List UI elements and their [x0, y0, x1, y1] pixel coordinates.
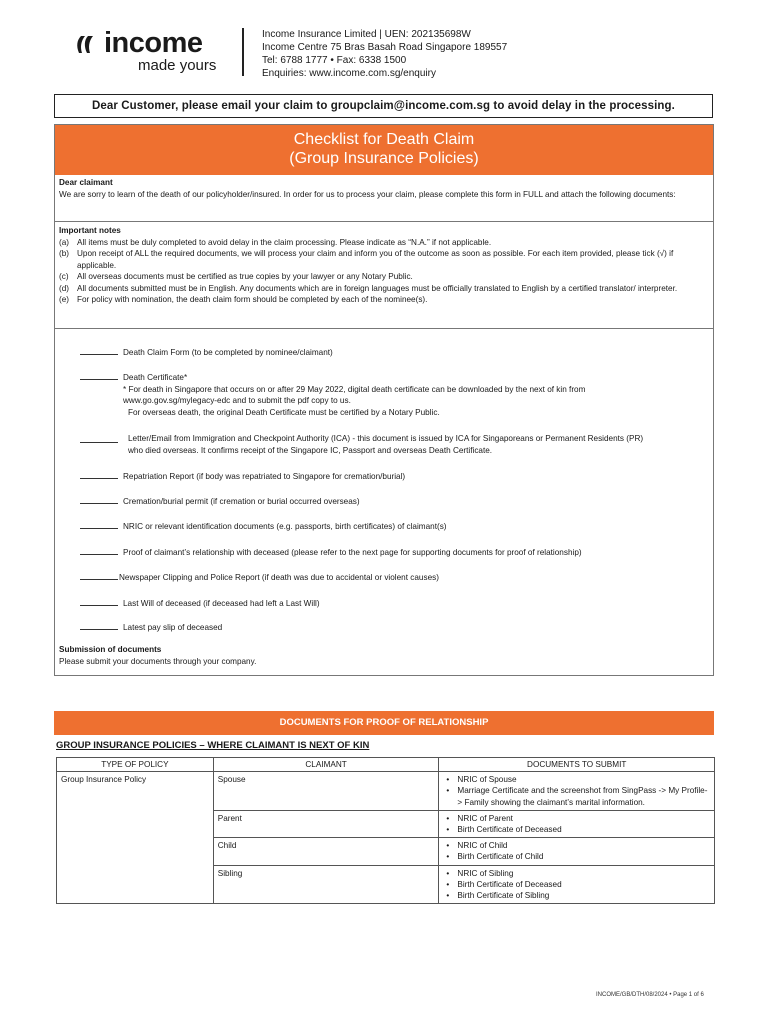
company-line: Tel: 6788 1777 • Fax: 6338 1500: [262, 55, 407, 66]
column-header: CLAIMANT: [213, 758, 439, 772]
note-item: (e) For policy with nomination, the death claim form should be completed by each of the nominee(s).: [59, 295, 428, 304]
document-bullet: • NRIC of Sibling: [443, 868, 710, 879]
document-bullet: • NRIC of Parent: [443, 813, 710, 824]
tick-blank[interactable]: [80, 496, 118, 504]
checklist-item-death-certificate[interactable]: Death Certificate* * For death in Singapore that occurs on or after 29 May 2022, digital death certificate can be downloaded by the next of kin from www.go.gov.sg/mylegacy-edc and to submit the pdf copy to us. For overseas death, the original Death Certificate must be certified by a Notary Public.: [80, 372, 690, 418]
documents-cell: [439, 865, 715, 904]
checklist-item-ica-letter[interactable]: Letter/Email from Immigration and Checkpoint Authority (ICA) - this document is issued by ICA for Singaporeans or Permanent Residents (PR) who died overseas. It confirms receipt of the Singapore IC, Passport and overseas Death Certificate.: [80, 433, 690, 456]
note-item: (b) Upon receipt of ALL the required documents, we will process your claim and inform you of the outcome as soon as possible. For each item provided, please tick (√) if applicable.: [59, 249, 674, 270]
page-footer: INCOME/GB/DTH/08/2024 • Page 1 of 6: [596, 992, 704, 998]
death-cert-overseas-note: For overseas death, the original Death Certificate must be certified by a Notary Public.: [128, 407, 440, 417]
intro-heading: Dear claimant: [59, 178, 113, 187]
intro-text: We are sorry to learn of the death of our policyholder/insured. In order for us to process your claim, please complete this form in FULL and attach the following documents:: [59, 189, 676, 199]
table-header-row: [57, 758, 715, 772]
claimant-cell: Spouse: [213, 772, 439, 811]
checklist-item-repatriation[interactable]: Repatriation Report (if body was repatriated to Singapore for cremation/burial): [80, 471, 690, 483]
company-info: [262, 28, 522, 80]
header-divider: [242, 28, 244, 76]
tick-blank[interactable]: [80, 435, 118, 443]
income-logo-mark-icon: [72, 34, 100, 56]
company-line: Income Centre 75 Bras Basah Road Singapore 189557: [262, 42, 508, 53]
tick-blank[interactable]: [80, 547, 118, 555]
document-bullet: • Birth Certificate of Child: [443, 851, 710, 862]
divider: [55, 328, 713, 329]
note-item: (c) All overseas documents must be certified as true copies by your lawyer or any Notary Public.: [59, 272, 413, 281]
submission-heading: Submission of documents: [59, 645, 162, 654]
claimant-cell: Child: [213, 838, 439, 865]
documents-cell: [439, 810, 715, 837]
documents-cell: [439, 838, 715, 865]
document-bullet: • Birth Certificate of Sibling: [443, 890, 710, 901]
death-cert-note: * For death in Singapore that occurs on or after 29 May 2022, digital death certificate can be downloaded by the next of kin from www.go.gov.sg/mylegacy-edc and to submit the pdf copy to us.: [123, 384, 586, 405]
tick-blank[interactable]: [80, 622, 118, 630]
company-line: Enquiries: www.income.com.sg/enquiry: [262, 68, 436, 79]
column-header: DOCUMENTS TO SUBMIT: [439, 758, 715, 772]
income-logo: [72, 27, 232, 78]
important-notes-heading: Important notes: [59, 226, 121, 235]
submission-text: Please submit your documents through your company.: [59, 656, 257, 666]
page-subtitle: (Group Insurance Policies): [289, 150, 479, 167]
column-header: TYPE OF POLICY: [57, 758, 214, 772]
company-line: Income Insurance Limited | UEN: 202135698W: [262, 29, 471, 40]
table-row: [57, 772, 715, 811]
relationship-title-bar: DOCUMENTS FOR PROOF OF RELATIONSHIP: [54, 711, 714, 735]
relationship-heading: GROUP INSURANCE POLICIES – WHERE CLAIMANT IS NEXT OF KIN: [56, 740, 370, 751]
checklist-item-cremation[interactable]: Cremation/burial permit (if cremation or burial occurred overseas): [80, 496, 690, 508]
tick-blank[interactable]: [80, 521, 118, 529]
note-item: (d) All documents submitted must be in English. Any documents which are in foreign languages must be officially translated to English by a certified translator/ interpreter.: [59, 283, 678, 293]
claimant-cell: Sibling: [213, 865, 439, 904]
checklist-box: [54, 124, 714, 676]
policy-type-cell: Group Insurance Policy: [57, 772, 214, 904]
intro-section: [59, 177, 709, 200]
page-title: Checklist for Death Claim: [293, 131, 475, 148]
checklist-item-nric[interactable]: NRIC or relevant identification documents (e.g. passports, birth certificates) of claimant(s): [80, 521, 690, 533]
claimant-cell: Parent: [213, 810, 439, 837]
tick-blank[interactable]: [80, 372, 118, 380]
documents-cell: [439, 772, 715, 811]
document-bullet: • Birth Certificate of Deceased: [443, 879, 710, 890]
checklist-item-newspaper[interactable]: Newspaper Clipping and Police Report (if death was due to accidental or violent causes): [80, 572, 690, 584]
tick-blank[interactable]: [80, 572, 118, 580]
important-notes-section: [59, 225, 709, 306]
document-bullet: • Birth Certificate of Deceased: [443, 824, 710, 835]
checklist-item-payslip[interactable]: Latest pay slip of deceased: [80, 622, 690, 634]
checklist-title-bar: [55, 125, 713, 175]
tick-blank[interactable]: [80, 347, 118, 355]
document-bullet: • Marriage Certificate and the screenshot from SingPass -> My Profile-> Family showing the claimant’s marital information.: [443, 785, 710, 807]
document-bullet: • NRIC of Child: [443, 840, 710, 851]
document-bullet: • NRIC of Spouse: [443, 774, 710, 785]
checklist-item-last-will[interactable]: Last Will of deceased (if deceased had left a Last Will): [80, 598, 690, 610]
checklist-item-proof-relationship[interactable]: Proof of claimant’s relationship with deceased (please refer to the next page for supporting documents for proof of relationship): [80, 547, 690, 559]
divider: [55, 221, 713, 222]
logo-wordmark: income: [104, 27, 203, 59]
tick-blank[interactable]: [80, 471, 118, 479]
logo-tagline: made yours: [138, 57, 217, 74]
checklist-item-death-claim-form[interactable]: Death Claim Form (to be completed by nominee/claimant): [80, 347, 690, 359]
submission-section: [59, 644, 709, 667]
note-item: (a) All items must be duly completed to avoid delay in the claim processing. Please indicate as “N.A.” if not applicable.: [59, 237, 492, 247]
email-notice-banner: Dear Customer, please email your claim to groupclaim@income.com.sg to avoid delay in the processing.: [54, 94, 713, 118]
tick-blank[interactable]: [80, 598, 118, 606]
relationship-table: [56, 757, 715, 904]
